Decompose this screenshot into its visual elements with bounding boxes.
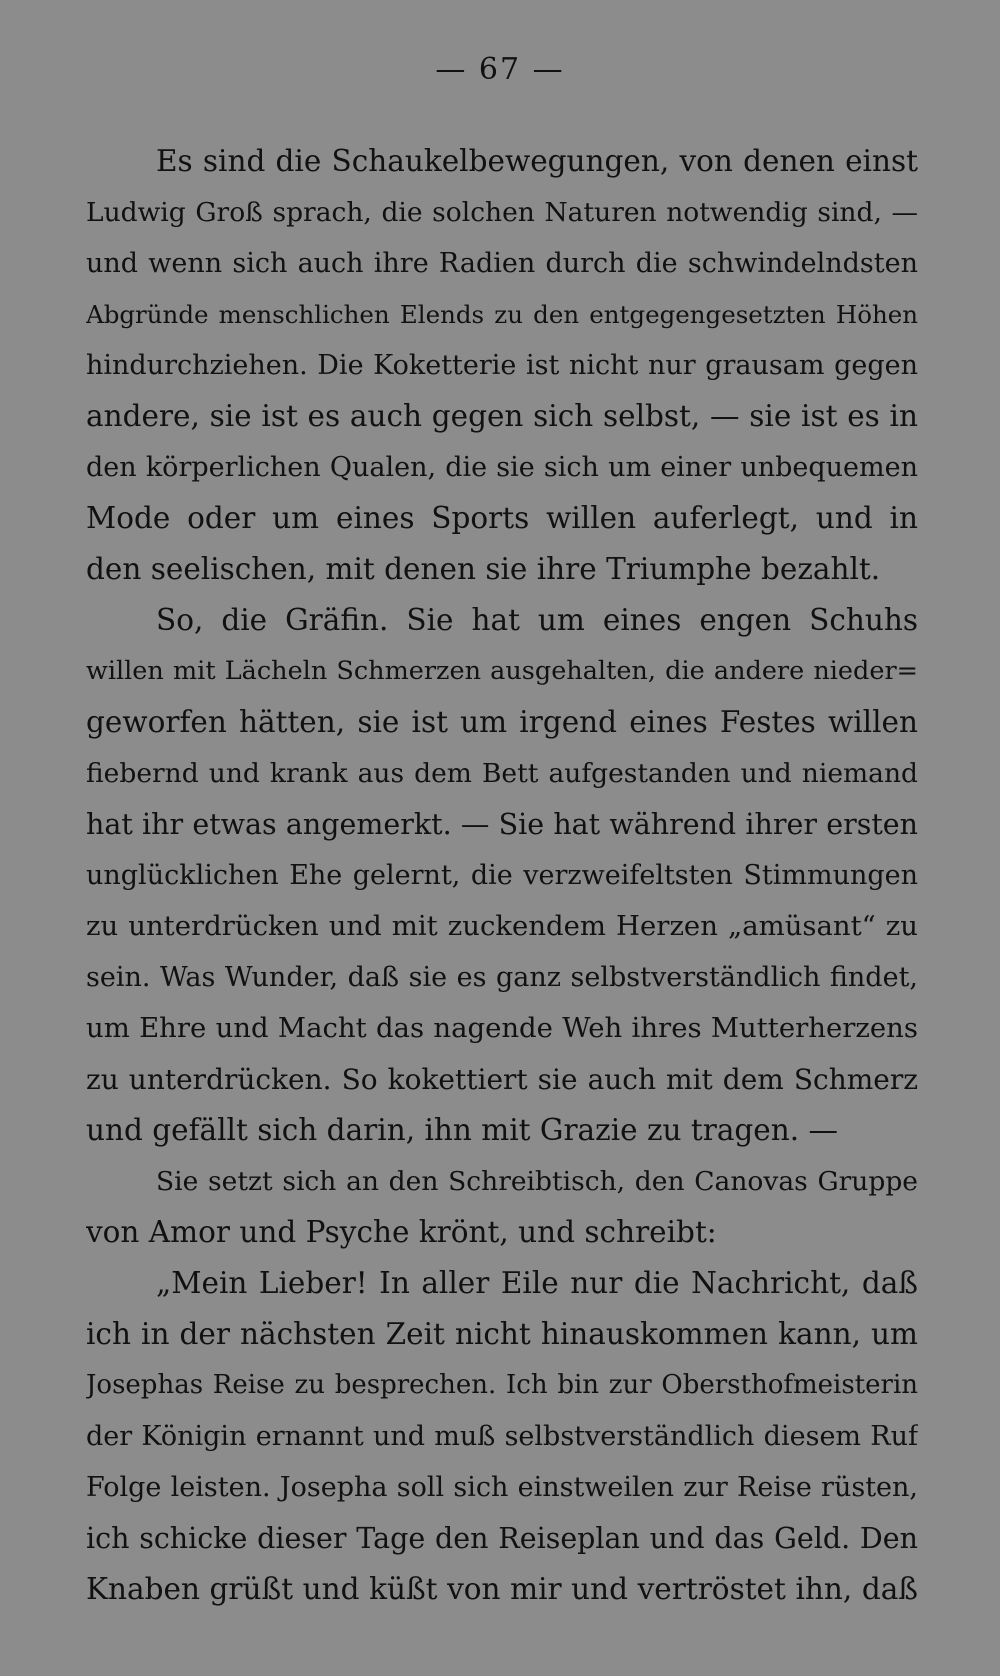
text-line: So, die Gräfin. Sie hat um eines engen Schuhs: [156, 603, 918, 637]
text-line: ich schicke dieser Tage den Reiseplan und das Geld. Den: [86, 1522, 918, 1555]
text-line: und gefällt sich darin, ihn mit Grazie zu tragen. —: [86, 1113, 839, 1147]
text-line: den körperlichen Qualen, die sie sich um einer unbequemen: [86, 452, 918, 483]
text-line: um Ehre und Macht das nagende Weh ihres Mutterherzens: [86, 1012, 918, 1044]
text-line: hindurchziehen. Die Koketterie ist nicht nur grausam gegen: [86, 350, 918, 381]
text-line: fiebernd und krank aus dem Bett aufgestanden und niemand: [86, 758, 918, 789]
text-line: Knaben grüßt und küßt von mir und vertröstet ihn, daß: [86, 1572, 918, 1606]
text-line: Sie setzt sich an den Schreibtisch, den Canovas Gruppe: [156, 1166, 918, 1197]
text-line: hat ihr etwas angemerkt. — Sie hat während ihrer ersten: [86, 808, 918, 841]
text-line: Mode oder um eines Sports willen auferlegt, und in: [86, 501, 918, 535]
text-line: sein. Was Wunder, daß sie es ganz selbstverständlich findet,: [86, 962, 918, 993]
text-line: willen mit Lächeln Schmerzen ausgehalten, die andere nieder=: [86, 656, 918, 686]
text-line: ich in der nächsten Zeit nicht hinauskommen kann, um: [86, 1317, 918, 1351]
text-line: „Mein Lieber! In aller Eile nur die Nachricht, daß: [156, 1266, 918, 1300]
text-line: Abgründe menschlichen Elends zu den entgegengesetzten Höhen: [86, 300, 918, 329]
text-line: Ludwig Groß sprach, die solchen Naturen notwendig sind, —: [86, 197, 918, 228]
text-line: den seelischen, mit denen sie ihre Triumphe bezahlt.: [86, 552, 881, 586]
text-line: geworfen hätten, sie ist um irgend eines Festes willen: [86, 705, 918, 739]
text-line: der Königin ernannt und muß selbstverständlich diesem Ruf: [86, 1421, 918, 1452]
text-line: Josephas Reise zu besprechen. Ich bin zur Obersthofmeisterin: [86, 1370, 918, 1400]
text-line: unglücklichen Ehe gelernt, die verzweifeltsten Stimmungen: [86, 860, 918, 891]
text-line: Folge leisten. Josepha soll sich einstweilen zur Reise rüsten,: [86, 1472, 918, 1503]
text-line: und wenn sich auch ihre Radien durch die schwindelndsten: [86, 248, 918, 279]
text-line: von Amor und Psyche krönt, und schreibt:: [86, 1215, 717, 1249]
body-text: [86, 136, 918, 1615]
text-line: Es sind die Schaukelbewegungen, von denen einst: [156, 144, 918, 178]
text-line: andere, sie ist es auch gegen sich selbst, — sie ist es in: [86, 399, 918, 433]
text-line: zu unterdrücken. So kokettiert sie auch mit dem Schmerz: [86, 1063, 918, 1096]
text-line: zu unterdrücken und mit zuckendem Herzen „amüsant“ zu: [86, 910, 918, 942]
page-number: — 67 —: [435, 52, 565, 87]
